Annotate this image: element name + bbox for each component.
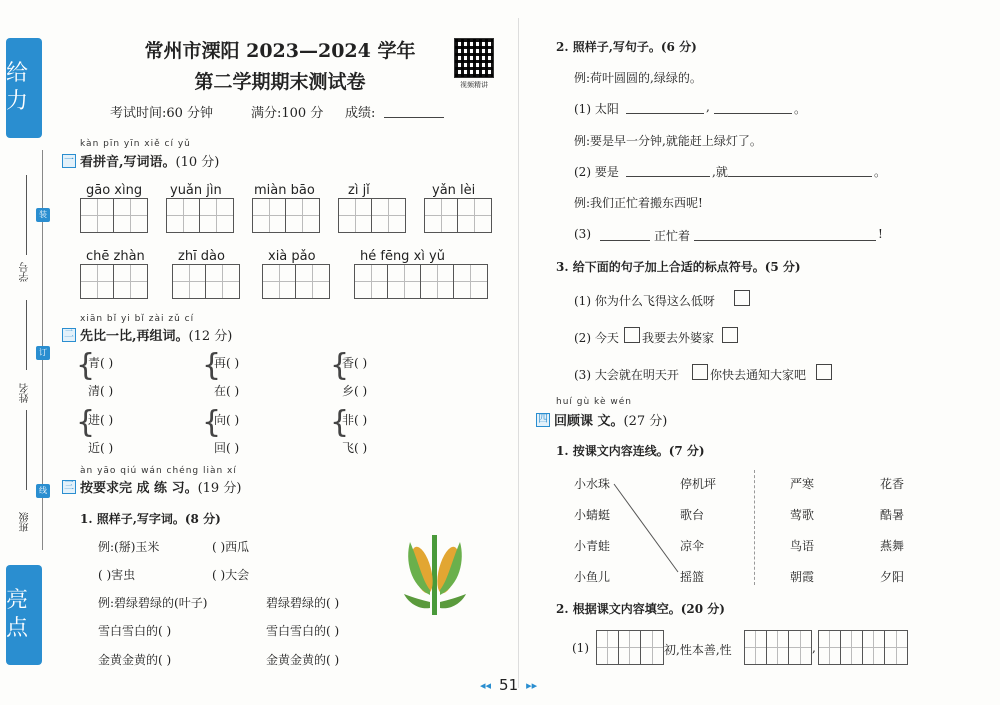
brace-icon: { — [76, 348, 96, 383]
punctuation-box[interactable] — [624, 327, 640, 343]
prev-arrows-icon: ◂◂ — [480, 678, 492, 692]
answer-line[interactable] — [694, 229, 876, 241]
match-item-left[interactable]: 严寒 — [790, 477, 815, 491]
punctuation-sentence: (3) 大会就在明天开 — [574, 368, 679, 382]
section4-title: 回顾课 文。 — [554, 414, 624, 429]
section1-points: (10 分) — [175, 155, 220, 170]
punctuation-box[interactable] — [734, 290, 750, 306]
example-text: 例:我们正忙着搬东西呢! — [574, 196, 703, 210]
match-item-right[interactable]: 燕舞 — [880, 539, 905, 553]
fill-blank-item[interactable]: 雪白雪白的( ) — [266, 624, 340, 638]
section4-number: 四 — [538, 413, 548, 425]
sentence-prefix: (3) — [574, 227, 591, 241]
answer-grid[interactable] — [338, 198, 406, 233]
fill-blank-item[interactable]: ( )大会 — [212, 568, 250, 582]
period-mark: 。 — [874, 165, 887, 179]
brace-icon: { — [202, 405, 222, 440]
fill-blank-item[interactable]: 雪白雪白的( ) — [98, 624, 172, 638]
punctuation-sentence: 你快去通知大家吧 — [710, 368, 807, 382]
match-item-right[interactable]: 花香 — [880, 477, 905, 491]
match-item-right[interactable]: 摇篮 — [680, 570, 705, 584]
punctuation-sentence: (2) 今天 — [574, 331, 619, 345]
corn-illustration — [400, 530, 470, 615]
section3-heading — [62, 477, 241, 496]
pinyin-label: chē zhàn — [86, 249, 145, 264]
column-divider — [754, 470, 755, 585]
answer-line[interactable] — [600, 229, 650, 241]
answer-grid[interactable] — [252, 198, 320, 233]
answer-grid[interactable] — [80, 198, 148, 233]
brace-icon: { — [202, 348, 222, 383]
match-item-right[interactable]: 夕阳 — [880, 570, 905, 584]
match-item-left[interactable]: 小蜻蜓 — [574, 508, 611, 522]
page-title-line2: 第二学期期末测试卷 — [194, 71, 366, 93]
section2-title: 先比一比,再组词。 — [80, 329, 189, 344]
fill-blank-item[interactable]: 金黄金黄的( ) — [98, 653, 172, 667]
full-score: 满分:100 分 — [251, 106, 324, 121]
binding-marker-3: 线 — [36, 484, 50, 498]
brand-tab-top: 给 力 — [6, 38, 42, 138]
class-label: 班级 — [20, 512, 31, 532]
question-1-heading: 1. 照样子,写字词。(8 分) — [80, 512, 221, 526]
fill-blank-item[interactable]: ( )害虫 — [98, 568, 136, 582]
brace-icon: { — [76, 405, 96, 440]
binding-marker-1: 装 — [36, 208, 50, 222]
section3-pinyin: àn yāo qiú wán chéng liàn xí — [80, 466, 237, 476]
pinyin-label: zhī dào — [178, 249, 225, 264]
match-item-right[interactable]: 歌台 — [680, 508, 705, 522]
section4-heading — [536, 410, 667, 429]
score-blank[interactable] — [384, 117, 444, 118]
word-pair-item[interactable]: 乡( ) — [342, 384, 368, 398]
section1-heading — [62, 151, 219, 170]
comma-mark: , — [706, 100, 710, 114]
section3-number: 三 — [64, 480, 74, 492]
match-item-left[interactable]: 小青蛙 — [574, 539, 611, 553]
example-text: 例:碧绿碧绿的(叶子) — [98, 596, 208, 610]
answer-grid[interactable] — [596, 630, 664, 665]
answer-grid[interactable] — [744, 630, 812, 665]
word-pair-item[interactable]: 非( ) — [342, 413, 368, 427]
pinyin-label: xià pǎo — [268, 249, 316, 264]
qr-caption: 视频精讲 — [460, 81, 488, 89]
next-arrows-icon: ▸▸ — [526, 678, 538, 692]
match-item-right[interactable]: 停机坪 — [680, 477, 717, 491]
brace-icon: { — [330, 405, 350, 440]
fill-blank-item[interactable]: 碧绿碧绿的( ) — [266, 596, 340, 610]
student-id-label: 学号 — [20, 262, 31, 282]
answer-line[interactable] — [626, 102, 704, 114]
answer-line[interactable] — [714, 102, 792, 114]
page-number: 51 — [499, 676, 519, 694]
word-pair-item[interactable]: 在( ) — [214, 384, 240, 398]
section3-title: 按要求完 成 练 习。 — [80, 481, 198, 496]
section2-points: (12 分) — [188, 329, 233, 344]
match-item-left[interactable]: 小水珠 — [574, 477, 611, 491]
match-item-left[interactable]: 朝霞 — [790, 570, 815, 584]
fill-blank-item[interactable]: ( )西瓜 — [212, 540, 250, 554]
pinyin-label: gāo xìng — [86, 183, 143, 198]
pinyin-label: yuǎn jìn — [170, 183, 222, 198]
sentence-prefix: (2) 要是 — [574, 165, 619, 179]
word-pair-item[interactable]: 青( ) — [88, 356, 114, 370]
punctuation-sentence: 我要去外婆家 — [642, 331, 715, 345]
comma-mark: , — [812, 641, 816, 655]
name-line-top — [26, 300, 27, 370]
sentence-connector: 正忙着 — [654, 229, 691, 243]
sentence-prefix: (1) 太阳 — [574, 102, 619, 116]
page-footer — [480, 676, 537, 694]
match-item-left[interactable]: 小鱼儿 — [574, 570, 611, 584]
name-line-bottom — [26, 410, 27, 490]
punctuation-box[interactable] — [816, 364, 832, 380]
answer-grid[interactable] — [166, 198, 234, 233]
example-text: 例:(掰)玉米 — [98, 540, 160, 554]
section2-pinyin: xiān bǐ yi bǐ zài zǔ cí — [80, 314, 195, 324]
answer-grid[interactable] — [262, 264, 330, 299]
question-4-2-heading: 2. 根据课文内容填空。(20 分) — [556, 602, 725, 616]
question-2-heading: 2. 照样子,写句子。(6 分) — [556, 40, 697, 54]
example-text: 例:要是早一分钟,就能赶上绿灯了。 — [574, 134, 762, 148]
word-pair-item[interactable]: 进( ) — [88, 413, 114, 427]
word-pair-item[interactable]: 清( ) — [88, 384, 114, 398]
answer-line[interactable] — [626, 165, 710, 177]
page-title-line1: 常州市溧阳 2023—2024 学年 — [144, 40, 416, 62]
binding-marker-2: 订 — [36, 346, 50, 360]
pinyin-label: yǎn lèi — [432, 183, 476, 198]
word-pair-item[interactable]: 飞( ) — [342, 441, 368, 455]
qr-code-icon[interactable] — [454, 38, 494, 78]
word-pair-item[interactable]: 回( ) — [214, 441, 240, 455]
answer-grid[interactable] — [424, 198, 492, 233]
word-pair-item[interactable]: 近( ) — [88, 441, 114, 455]
answer-grid[interactable] — [354, 264, 488, 299]
match-item-right[interactable]: 凉伞 — [680, 539, 705, 553]
match-item-left[interactable]: 鸟语 — [790, 539, 815, 553]
section4-points: (27 分) — [623, 414, 668, 429]
punctuation-sentence: (1) 你为什么飞得这么低呀 — [574, 294, 715, 308]
period-mark: 。 — [794, 102, 807, 116]
punctuation-box[interactable] — [722, 327, 738, 343]
pinyin-label: hé fēng xì yǔ — [360, 249, 445, 264]
answer-grid[interactable] — [172, 264, 240, 299]
answer-grid[interactable] — [80, 264, 148, 299]
binding-margin — [0, 0, 52, 705]
section1-pinyin: kàn pīn yīn xiě cí yǔ — [80, 139, 191, 149]
name-label: 姓名 — [20, 383, 31, 403]
example-text: 例:荷叶圆圆的,绿绿的。 — [574, 71, 702, 85]
word-pair-item[interactable]: 向( ) — [214, 413, 240, 427]
answer-line[interactable] — [728, 165, 872, 177]
match-item-right[interactable]: 酷暑 — [880, 508, 905, 522]
sentence-connector: ,就 — [712, 165, 728, 179]
score-label: 成绩: — [345, 106, 376, 121]
section2-heading — [62, 325, 232, 344]
pinyin-label: zì jǐ — [348, 183, 370, 198]
fill-text: 初,性本善,性 — [664, 643, 732, 657]
section2-number: 二 — [64, 328, 74, 340]
exclamation-mark: ! — [878, 227, 883, 241]
section3-points: (19 分) — [197, 481, 242, 496]
section1-number: 一 — [64, 154, 74, 166]
brace-icon: { — [330, 348, 350, 383]
section1-title: 看拼音,写词语。 — [80, 155, 176, 170]
match-connector-line — [600, 478, 690, 578]
brand-tab-bottom: 亮 点 — [6, 565, 42, 665]
answer-grid[interactable] — [818, 630, 908, 665]
word-pair-item[interactable]: 香( ) — [342, 356, 368, 370]
fill-blank-item[interactable]: 金黄金黄的( ) — [266, 653, 340, 667]
match-item-left[interactable]: 莺歌 — [790, 508, 815, 522]
question-3-heading: 3. 给下面的句子加上合适的标点符号。(5 分) — [556, 260, 801, 274]
punctuation-box[interactable] — [692, 364, 708, 380]
pinyin-label: miàn bāo — [254, 183, 315, 198]
question-4-1-heading: 1. 按课文内容连线。(7 分) — [556, 444, 705, 458]
section4-pinyin: huí gù kè wén — [556, 397, 632, 407]
student-id-line — [26, 175, 27, 255]
word-pair-item[interactable]: 再( ) — [214, 356, 240, 370]
exam-time: 考试时间:60 分钟 — [110, 106, 214, 121]
fill-prefix: (1) — [572, 641, 589, 655]
page-spine — [518, 18, 519, 688]
